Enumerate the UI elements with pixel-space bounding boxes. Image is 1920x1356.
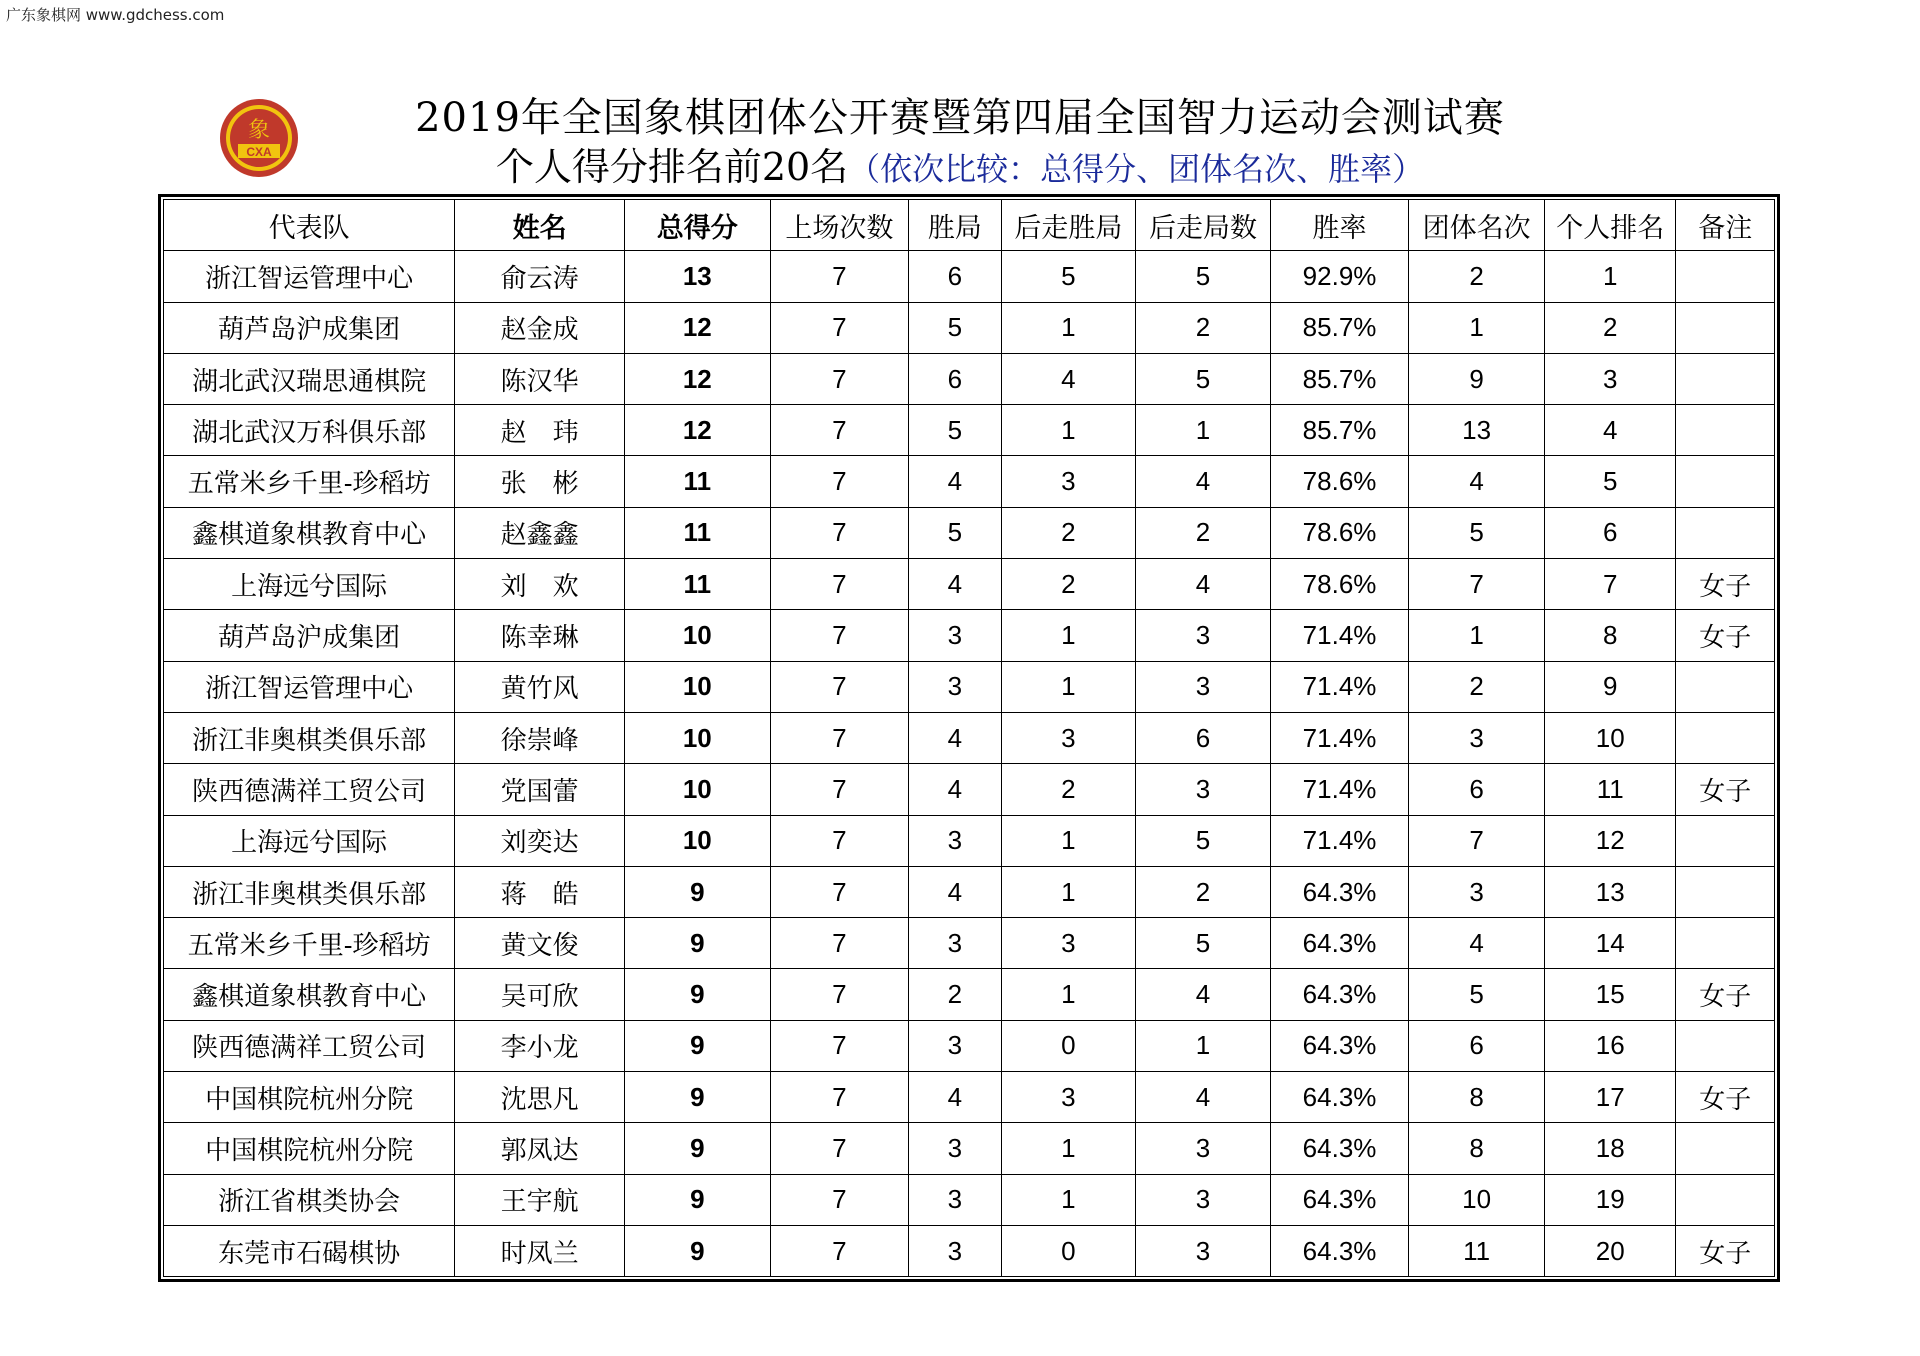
cell-black-games: 4 bbox=[1136, 969, 1271, 1020]
cell-games-played: 7 bbox=[770, 1174, 909, 1225]
cell-wins: 4 bbox=[909, 712, 1001, 763]
cell-team-rank: 10 bbox=[1409, 1174, 1545, 1225]
cell-team-rank: 2 bbox=[1409, 251, 1545, 302]
cell-black-games: 5 bbox=[1136, 251, 1271, 302]
cell-games-played: 7 bbox=[770, 661, 909, 712]
cell-team: 上海远兮国际 bbox=[164, 559, 455, 610]
cell-team: 湖北武汉万科俱乐部 bbox=[164, 405, 455, 456]
cell-name: 黄文俊 bbox=[455, 918, 625, 969]
col-header-name: 姓名 bbox=[455, 200, 625, 251]
cell-individual-rank: 7 bbox=[1544, 559, 1676, 610]
cell-individual-rank: 3 bbox=[1544, 353, 1676, 404]
cell-individual-rank: 18 bbox=[1544, 1123, 1676, 1174]
cell-win-rate: 64.3% bbox=[1270, 1174, 1409, 1225]
cell-win-rate: 71.4% bbox=[1270, 815, 1409, 866]
cell-total-score: 9 bbox=[624, 1072, 770, 1123]
cell-remarks: 女子 bbox=[1676, 1072, 1775, 1123]
cell-individual-rank: 5 bbox=[1544, 456, 1676, 507]
cell-games-played: 7 bbox=[770, 405, 909, 456]
cell-win-rate: 85.7% bbox=[1270, 405, 1409, 456]
cell-total-score: 11 bbox=[624, 507, 770, 558]
cell-team-rank: 1 bbox=[1409, 610, 1545, 661]
col-header-black-games: 后走局数 bbox=[1136, 200, 1271, 251]
cell-name: 时凤兰 bbox=[455, 1225, 625, 1276]
cell-wins: 4 bbox=[909, 1072, 1001, 1123]
logo-emblem-char: 象 bbox=[247, 118, 271, 143]
cell-black-games: 5 bbox=[1136, 353, 1271, 404]
cell-black-games: 2 bbox=[1136, 302, 1271, 353]
cell-team-rank: 7 bbox=[1409, 559, 1545, 610]
table-row bbox=[164, 251, 1775, 302]
cell-name: 刘 欢 bbox=[455, 559, 625, 610]
cell-name: 陈幸琳 bbox=[455, 610, 625, 661]
cell-total-score: 11 bbox=[624, 456, 770, 507]
table-row bbox=[164, 302, 1775, 353]
cell-individual-rank: 2 bbox=[1544, 302, 1676, 353]
col-header-individual-rank: 个人排名 bbox=[1544, 200, 1676, 251]
cell-games-played: 7 bbox=[770, 1020, 909, 1071]
cell-games-played: 7 bbox=[770, 764, 909, 815]
cell-black-games: 4 bbox=[1136, 1072, 1271, 1123]
table-row bbox=[164, 764, 1775, 815]
table-body bbox=[164, 251, 1775, 1277]
cell-team: 五常米乡千里-珍稻坊 bbox=[164, 918, 455, 969]
col-header-games-played: 上场次数 bbox=[770, 200, 909, 251]
col-header-win-rate: 胜率 bbox=[1270, 200, 1409, 251]
cell-total-score: 13 bbox=[624, 251, 770, 302]
cell-individual-rank: 8 bbox=[1544, 610, 1676, 661]
cell-win-rate: 85.7% bbox=[1270, 302, 1409, 353]
cell-team: 湖北武汉瑞思通棋院 bbox=[164, 353, 455, 404]
table-row bbox=[164, 1123, 1775, 1174]
cell-black-wins: 5 bbox=[1001, 251, 1136, 302]
cell-black-wins: 4 bbox=[1001, 353, 1136, 404]
cell-wins: 4 bbox=[909, 866, 1001, 917]
cell-total-score: 9 bbox=[624, 969, 770, 1020]
cell-team-rank: 9 bbox=[1409, 353, 1545, 404]
cell-remarks bbox=[1676, 1174, 1775, 1225]
cell-black-wins: 1 bbox=[1001, 815, 1136, 866]
cell-games-played: 7 bbox=[770, 918, 909, 969]
cell-total-score: 11 bbox=[624, 559, 770, 610]
col-header-team-rank: 团体名次 bbox=[1409, 200, 1545, 251]
page-title: 2019年全国象棋团体公开赛暨第四届全国智力运动会测试赛 bbox=[415, 95, 1505, 141]
cell-team-rank: 2 bbox=[1409, 661, 1545, 712]
cell-team-rank: 5 bbox=[1409, 969, 1545, 1020]
cell-name: 郭凤达 bbox=[455, 1123, 625, 1174]
cell-team-rank: 13 bbox=[1409, 405, 1545, 456]
cell-remarks bbox=[1676, 1020, 1775, 1071]
cell-wins: 3 bbox=[909, 1225, 1001, 1276]
cell-black-games: 3 bbox=[1136, 764, 1271, 815]
cell-total-score: 10 bbox=[624, 712, 770, 763]
cell-team: 陕西德满祥工贸公司 bbox=[164, 764, 455, 815]
cell-black-games: 2 bbox=[1136, 866, 1271, 917]
cell-black-wins: 1 bbox=[1001, 1174, 1136, 1225]
cell-team: 中国棋院杭州分院 bbox=[164, 1072, 455, 1123]
cell-games-played: 7 bbox=[770, 456, 909, 507]
cell-win-rate: 64.3% bbox=[1270, 1020, 1409, 1071]
cell-name: 赵 玮 bbox=[455, 405, 625, 456]
cell-remarks bbox=[1676, 866, 1775, 917]
page-subtitle bbox=[0, 144, 1920, 192]
table-row bbox=[164, 1225, 1775, 1276]
ranking-table bbox=[163, 199, 1775, 1277]
cell-black-wins: 3 bbox=[1001, 712, 1136, 763]
cell-games-played: 7 bbox=[770, 559, 909, 610]
cell-black-games: 3 bbox=[1136, 661, 1271, 712]
cell-black-wins: 2 bbox=[1001, 764, 1136, 815]
table-row bbox=[164, 405, 1775, 456]
cell-black-wins: 1 bbox=[1001, 405, 1136, 456]
cell-name: 蒋 皓 bbox=[455, 866, 625, 917]
cell-team: 葫芦岛沪成集团 bbox=[164, 610, 455, 661]
cell-wins: 4 bbox=[909, 764, 1001, 815]
col-header-remarks: 备注 bbox=[1676, 200, 1775, 251]
cell-remarks: 女子 bbox=[1676, 969, 1775, 1020]
cell-total-score: 12 bbox=[624, 302, 770, 353]
cell-remarks bbox=[1676, 1123, 1775, 1174]
col-header-black-wins: 后走胜局 bbox=[1001, 200, 1136, 251]
cell-black-wins: 1 bbox=[1001, 302, 1136, 353]
cell-individual-rank: 20 bbox=[1544, 1225, 1676, 1276]
cell-win-rate: 71.4% bbox=[1270, 661, 1409, 712]
cell-name: 沈思凡 bbox=[455, 1072, 625, 1123]
cell-black-wins: 3 bbox=[1001, 456, 1136, 507]
cell-win-rate: 71.4% bbox=[1270, 764, 1409, 815]
cell-individual-rank: 16 bbox=[1544, 1020, 1676, 1071]
cell-team: 浙江非奥棋类俱乐部 bbox=[164, 866, 455, 917]
cell-black-wins: 1 bbox=[1001, 1123, 1136, 1174]
cell-total-score: 12 bbox=[624, 353, 770, 404]
cell-remarks bbox=[1676, 405, 1775, 456]
cell-total-score: 9 bbox=[624, 1174, 770, 1225]
cell-black-wins: 1 bbox=[1001, 610, 1136, 661]
cell-wins: 4 bbox=[909, 456, 1001, 507]
cell-black-wins: 3 bbox=[1001, 918, 1136, 969]
cell-total-score: 9 bbox=[624, 1123, 770, 1174]
cell-team: 浙江智运管理中心 bbox=[164, 251, 455, 302]
cell-total-score: 10 bbox=[624, 610, 770, 661]
cell-black-games: 6 bbox=[1136, 712, 1271, 763]
cell-name: 俞云涛 bbox=[455, 251, 625, 302]
cell-black-games: 2 bbox=[1136, 507, 1271, 558]
cell-black-wins: 2 bbox=[1001, 507, 1136, 558]
table-header-row bbox=[164, 200, 1775, 251]
cell-team: 葫芦岛沪成集团 bbox=[164, 302, 455, 353]
cell-wins: 3 bbox=[909, 815, 1001, 866]
cell-team: 浙江非奥棋类俱乐部 bbox=[164, 712, 455, 763]
cell-wins: 3 bbox=[909, 1020, 1001, 1071]
cell-individual-rank: 19 bbox=[1544, 1174, 1676, 1225]
cell-games-played: 7 bbox=[770, 507, 909, 558]
cell-wins: 5 bbox=[909, 405, 1001, 456]
cell-games-played: 7 bbox=[770, 969, 909, 1020]
cell-black-games: 3 bbox=[1136, 1174, 1271, 1225]
cell-wins: 3 bbox=[909, 1174, 1001, 1225]
cell-team-rank: 4 bbox=[1409, 918, 1545, 969]
cell-black-games: 5 bbox=[1136, 815, 1271, 866]
cell-remarks bbox=[1676, 507, 1775, 558]
cell-individual-rank: 4 bbox=[1544, 405, 1676, 456]
cell-individual-rank: 1 bbox=[1544, 251, 1676, 302]
cell-remarks bbox=[1676, 353, 1775, 404]
cell-total-score: 9 bbox=[624, 1225, 770, 1276]
cell-win-rate: 64.3% bbox=[1270, 1072, 1409, 1123]
table-row bbox=[164, 1072, 1775, 1123]
cell-black-games: 3 bbox=[1136, 1123, 1271, 1174]
cell-team-rank: 8 bbox=[1409, 1123, 1545, 1174]
cell-team-rank: 1 bbox=[1409, 302, 1545, 353]
cell-team: 五常米乡千里-珍稻坊 bbox=[164, 456, 455, 507]
table-row bbox=[164, 712, 1775, 763]
cell-team-rank: 7 bbox=[1409, 815, 1545, 866]
cell-name: 王宇航 bbox=[455, 1174, 625, 1225]
cell-win-rate: 64.3% bbox=[1270, 918, 1409, 969]
cell-individual-rank: 10 bbox=[1544, 712, 1676, 763]
cell-wins: 3 bbox=[909, 918, 1001, 969]
cell-team: 上海远兮国际 bbox=[164, 815, 455, 866]
cell-black-wins: 2 bbox=[1001, 559, 1136, 610]
table-row bbox=[164, 1174, 1775, 1225]
cell-individual-rank: 11 bbox=[1544, 764, 1676, 815]
cell-black-games: 1 bbox=[1136, 405, 1271, 456]
cell-name: 赵金成 bbox=[455, 302, 625, 353]
table-row bbox=[164, 507, 1775, 558]
cell-total-score: 10 bbox=[624, 764, 770, 815]
cell-black-games: 3 bbox=[1136, 1225, 1271, 1276]
cell-remarks bbox=[1676, 918, 1775, 969]
cell-team-rank: 8 bbox=[1409, 1072, 1545, 1123]
cell-black-wins: 1 bbox=[1001, 661, 1136, 712]
cell-black-wins: 0 bbox=[1001, 1020, 1136, 1071]
cell-team: 鑫棋道象棋教育中心 bbox=[164, 969, 455, 1020]
subtitle-note: （依次比较：总得分、团体名次、胜率） bbox=[848, 150, 1425, 188]
cell-total-score: 12 bbox=[624, 405, 770, 456]
table-row bbox=[164, 969, 1775, 1020]
cell-games-played: 7 bbox=[770, 610, 909, 661]
cell-remarks bbox=[1676, 456, 1775, 507]
table-row bbox=[164, 456, 1775, 507]
cell-wins: 6 bbox=[909, 251, 1001, 302]
col-header-team: 代表队 bbox=[164, 200, 455, 251]
cell-black-wins: 3 bbox=[1001, 1072, 1136, 1123]
cell-black-wins: 1 bbox=[1001, 969, 1136, 1020]
table-row bbox=[164, 815, 1775, 866]
table-row bbox=[164, 610, 1775, 661]
cell-remarks: 女子 bbox=[1676, 559, 1775, 610]
cell-team-rank: 3 bbox=[1409, 866, 1545, 917]
cell-name: 张 彬 bbox=[455, 456, 625, 507]
cell-games-played: 7 bbox=[770, 712, 909, 763]
cell-team-rank: 5 bbox=[1409, 507, 1545, 558]
cell-individual-rank: 9 bbox=[1544, 661, 1676, 712]
table-row bbox=[164, 1020, 1775, 1071]
cell-wins: 3 bbox=[909, 661, 1001, 712]
cell-name: 党国蕾 bbox=[455, 764, 625, 815]
cell-remarks: 女子 bbox=[1676, 1225, 1775, 1276]
cell-games-played: 7 bbox=[770, 1123, 909, 1174]
cell-total-score: 10 bbox=[624, 815, 770, 866]
cell-wins: 6 bbox=[909, 353, 1001, 404]
cell-win-rate: 64.3% bbox=[1270, 969, 1409, 1020]
cell-team-rank: 3 bbox=[1409, 712, 1545, 763]
cell-remarks bbox=[1676, 661, 1775, 712]
col-header-total-score: 总得分 bbox=[624, 200, 770, 251]
cell-team-rank: 6 bbox=[1409, 1020, 1545, 1071]
cell-name: 赵鑫鑫 bbox=[455, 507, 625, 558]
cell-remarks bbox=[1676, 251, 1775, 302]
cell-games-played: 7 bbox=[770, 1225, 909, 1276]
cell-total-score: 9 bbox=[624, 866, 770, 917]
cell-team-rank: 11 bbox=[1409, 1225, 1545, 1276]
cell-win-rate: 64.3% bbox=[1270, 866, 1409, 917]
cell-black-games: 4 bbox=[1136, 456, 1271, 507]
cell-individual-rank: 6 bbox=[1544, 507, 1676, 558]
cell-black-games: 5 bbox=[1136, 918, 1271, 969]
cell-games-played: 7 bbox=[770, 302, 909, 353]
cell-win-rate: 78.6% bbox=[1270, 507, 1409, 558]
cell-team: 东莞市石碣棋协 bbox=[164, 1225, 455, 1276]
cell-win-rate: 64.3% bbox=[1270, 1123, 1409, 1174]
cell-remarks bbox=[1676, 712, 1775, 763]
cell-win-rate: 85.7% bbox=[1270, 353, 1409, 404]
cell-name: 徐崇峰 bbox=[455, 712, 625, 763]
cell-wins: 2 bbox=[909, 969, 1001, 1020]
cell-win-rate: 71.4% bbox=[1270, 712, 1409, 763]
watermark-text: 广东象棋网 www.gdchess.com bbox=[6, 6, 225, 24]
cell-individual-rank: 12 bbox=[1544, 815, 1676, 866]
cell-win-rate: 78.6% bbox=[1270, 456, 1409, 507]
cell-individual-rank: 13 bbox=[1544, 866, 1676, 917]
cell-wins: 5 bbox=[909, 507, 1001, 558]
cell-black-games: 4 bbox=[1136, 559, 1271, 610]
cell-team-rank: 6 bbox=[1409, 764, 1545, 815]
ranking-table-frame bbox=[158, 194, 1780, 1282]
cell-remarks bbox=[1676, 302, 1775, 353]
table-row bbox=[164, 918, 1775, 969]
cell-win-rate: 71.4% bbox=[1270, 610, 1409, 661]
table-row bbox=[164, 353, 1775, 404]
cell-individual-rank: 14 bbox=[1544, 918, 1676, 969]
cell-team: 中国棋院杭州分院 bbox=[164, 1123, 455, 1174]
cell-black-wins: 0 bbox=[1001, 1225, 1136, 1276]
cell-name: 黄竹风 bbox=[455, 661, 625, 712]
cell-team-rank: 4 bbox=[1409, 456, 1545, 507]
cell-individual-rank: 15 bbox=[1544, 969, 1676, 1020]
cell-team: 浙江省棋类协会 bbox=[164, 1174, 455, 1225]
cell-black-games: 3 bbox=[1136, 610, 1271, 661]
cell-total-score: 9 bbox=[624, 1020, 770, 1071]
table-row bbox=[164, 866, 1775, 917]
cell-win-rate: 92.9% bbox=[1270, 251, 1409, 302]
cell-total-score: 9 bbox=[624, 918, 770, 969]
cell-games-played: 7 bbox=[770, 815, 909, 866]
cell-team: 浙江智运管理中心 bbox=[164, 661, 455, 712]
cell-wins: 4 bbox=[909, 559, 1001, 610]
table-row bbox=[164, 661, 1775, 712]
table-row bbox=[164, 559, 1775, 610]
cell-remarks: 女子 bbox=[1676, 610, 1775, 661]
cell-individual-rank: 17 bbox=[1544, 1072, 1676, 1123]
cell-games-played: 7 bbox=[770, 866, 909, 917]
cell-win-rate: 64.3% bbox=[1270, 1225, 1409, 1276]
logo-text: CXA bbox=[246, 145, 272, 159]
cell-wins: 3 bbox=[909, 610, 1001, 661]
cell-name: 吴可欣 bbox=[455, 969, 625, 1020]
cell-remarks: 女子 bbox=[1676, 764, 1775, 815]
cell-games-played: 7 bbox=[770, 353, 909, 404]
cell-team: 鑫棋道象棋教育中心 bbox=[164, 507, 455, 558]
col-header-wins: 胜局 bbox=[909, 200, 1001, 251]
cell-name: 刘奕达 bbox=[455, 815, 625, 866]
cell-games-played: 7 bbox=[770, 251, 909, 302]
cell-win-rate: 78.6% bbox=[1270, 559, 1409, 610]
cell-total-score: 10 bbox=[624, 661, 770, 712]
cell-wins: 3 bbox=[909, 1123, 1001, 1174]
cell-black-games: 1 bbox=[1136, 1020, 1271, 1071]
cell-name: 陈汉华 bbox=[455, 353, 625, 404]
subtitle-main: 个人得分排名前20名 bbox=[495, 145, 849, 189]
cell-team: 陕西德满祥工贸公司 bbox=[164, 1020, 455, 1071]
cell-remarks bbox=[1676, 815, 1775, 866]
cell-wins: 5 bbox=[909, 302, 1001, 353]
cell-name: 李小龙 bbox=[455, 1020, 625, 1071]
cell-black-wins: 1 bbox=[1001, 866, 1136, 917]
cell-games-played: 7 bbox=[770, 1072, 909, 1123]
